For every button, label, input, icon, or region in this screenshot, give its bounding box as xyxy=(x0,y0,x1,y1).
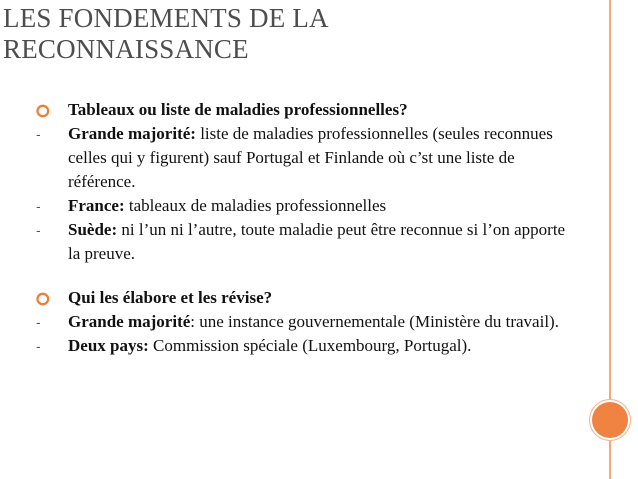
question-bullet xyxy=(0,98,600,122)
question-text: Qui les élabore et les révise? xyxy=(68,288,273,307)
item-bold: Grande majorité: xyxy=(68,124,196,143)
item-text: liste de maladies professionnelles (seules reconnues celles qui y figurent) sauf Portugal et Finlande où c’st une liste de référence. xyxy=(68,124,553,191)
dash-bullet-icon: - xyxy=(36,338,41,354)
item-bold: Suède: xyxy=(68,220,118,239)
section-authority xyxy=(0,286,600,358)
list-item xyxy=(0,122,600,194)
item-text: ni l’un ni l’autre, toute maladie peut être reconnue si l’on apporte la preuve. xyxy=(68,220,566,263)
dash-bullet-icon: - xyxy=(36,222,41,238)
question-text: Tableaux ou liste de maladies professionnelles? xyxy=(68,100,408,119)
slide-content xyxy=(0,98,600,358)
item-bold: France: xyxy=(68,196,125,215)
slide-title xyxy=(3,3,563,65)
item-text: Commission spéciale (Luxembourg, Portugal). xyxy=(148,336,472,355)
list-item xyxy=(0,218,600,266)
dash-bullet-icon: - xyxy=(36,198,41,214)
dash-bullet-icon: - xyxy=(36,126,41,142)
question-bullet xyxy=(0,286,600,310)
section-lists xyxy=(0,98,600,266)
list-item xyxy=(0,194,600,218)
title-line-1: LES FONDEMENTS DE LA xyxy=(3,3,329,33)
ring-bullet-icon: ⭘ xyxy=(36,102,50,122)
item-text: : une instance gouvernementale (Ministère du travail). xyxy=(190,312,559,331)
item-bold: Deux pays: xyxy=(68,336,149,355)
list-item xyxy=(0,334,600,358)
dash-bullet-icon: - xyxy=(36,314,41,330)
item-bold: Grande majorité xyxy=(68,312,191,331)
item-text: tableaux de maladies professionnelles xyxy=(124,196,387,215)
title-line-2: RECONNAISSANCE xyxy=(3,34,249,64)
ring-bullet-icon: ⭘ xyxy=(36,290,50,310)
orange-circle-icon xyxy=(592,402,628,438)
list-item xyxy=(0,310,600,334)
